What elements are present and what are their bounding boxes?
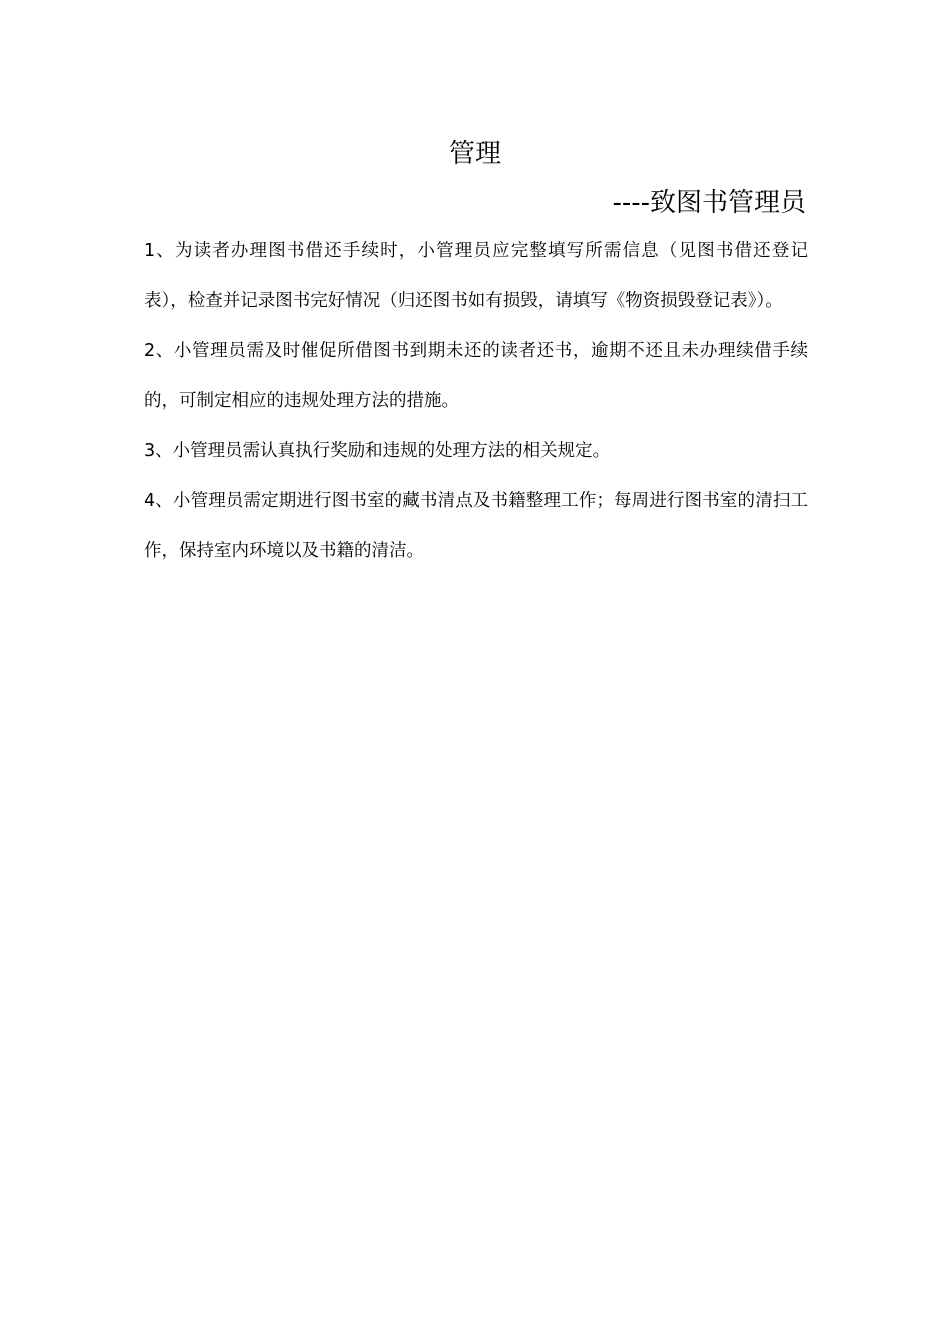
paragraph-3: 3、小管理员需认真执行奖励和违规的处理方法的相关规定。 [144,441,611,461]
document-body [144,226,808,576]
paragraph-1: 1、为读者办理图书借还手续时，小管理员应完整填写所需信息（见图书借还登记表），检查并记录图书完好情况（归还图书如有损毁，请填写《物资损毁登记表》）。 [144,241,808,311]
document-subtitle: ----致图书管理员 [612,188,806,218]
paragraph-2: 2、小管理员需及时催促所借图书到期未还的读者还书，逾期不还且未办理续借手续的，可制定相应的违规处理方法的措施。 [144,341,808,411]
paragraph-4: 4、小管理员需定期进行图书室的藏书清点及书籍整理工作；每周进行图书室的清扫工作，保持室内环境以及书籍的清洁。 [144,491,808,561]
document-title: 管理 [448,139,501,169]
